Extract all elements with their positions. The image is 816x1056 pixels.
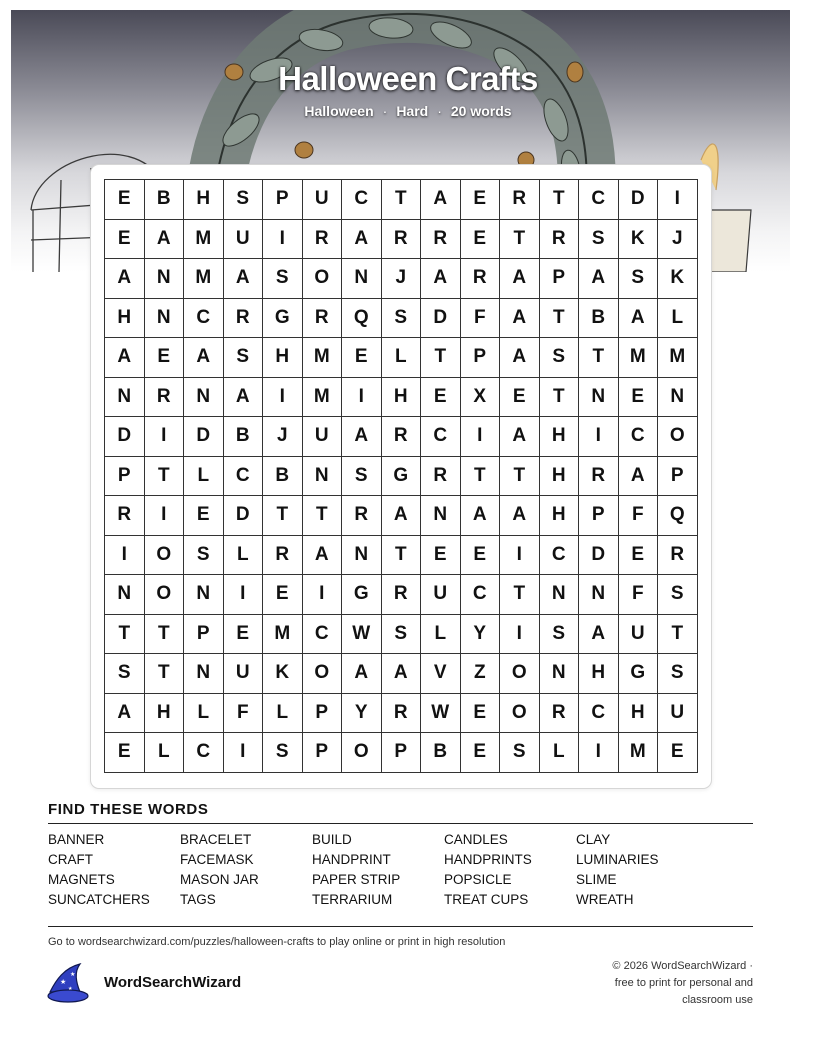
svg-text:★: ★ (60, 978, 67, 986)
grid-cell: X (461, 378, 501, 418)
grid-cell: L (658, 299, 698, 339)
grid-cell: A (105, 694, 145, 734)
word-list-item: FACEMASK (180, 852, 254, 867)
grid-cell: A (461, 496, 501, 536)
grid-cell: N (303, 457, 343, 497)
word-list-item: SUNCATCHERS (48, 892, 150, 907)
grid-cell: Y (461, 615, 501, 655)
play-online-note: Go to wordsearchwizard.com/puzzles/halloween-crafts to play online or print in high resolution (48, 936, 506, 948)
grid-cell: C (619, 417, 659, 457)
grid-cell: E (342, 338, 382, 378)
grid-cell: P (263, 180, 303, 220)
grid-cell: F (224, 694, 264, 734)
grid-cell: A (224, 378, 264, 418)
grid-cell: R (303, 299, 343, 339)
grid-cell: F (619, 496, 659, 536)
grid-cell: W (342, 615, 382, 655)
grid-cell: A (500, 299, 540, 339)
grid-cell: N (421, 496, 461, 536)
grid-cell: A (619, 457, 659, 497)
grid-cell: P (382, 733, 422, 773)
grid-cell: S (382, 615, 422, 655)
grid-cell: S (224, 180, 264, 220)
grid-cell: I (500, 536, 540, 576)
word-list-item: CANDLES (444, 832, 508, 847)
grid-cell: H (184, 180, 224, 220)
grid-cell: P (184, 615, 224, 655)
grid-cell: D (579, 536, 619, 576)
grid-cell: E (421, 536, 461, 576)
grid-cell: D (224, 496, 264, 536)
grid-cell: L (421, 615, 461, 655)
divider (48, 926, 753, 927)
grid-cell: L (382, 338, 422, 378)
grid-cell: K (263, 654, 303, 694)
grid-cell: H (540, 417, 580, 457)
grid-cell: O (500, 654, 540, 694)
grid-cell: E (145, 338, 185, 378)
grid-cell: Z (461, 654, 501, 694)
grid-cell: B (421, 733, 461, 773)
word-list-item: PAPER STRIP (312, 872, 401, 887)
theme-label: Halloween (304, 103, 374, 119)
grid-cell: Q (658, 496, 698, 536)
grid-cell: M (184, 220, 224, 260)
grid-cell: A (579, 615, 619, 655)
grid-cell: U (658, 694, 698, 734)
grid-cell: I (303, 575, 343, 615)
grid-cell: R (382, 575, 422, 615)
grid-cell: N (579, 378, 619, 418)
grid-cell: S (658, 575, 698, 615)
grid-cell: E (461, 536, 501, 576)
grid-cell: O (303, 259, 343, 299)
grid-cell: A (500, 496, 540, 536)
grid-cell: A (105, 259, 145, 299)
meta-separator: · (382, 103, 388, 119)
grid-cell: N (540, 575, 580, 615)
grid-cell: D (105, 417, 145, 457)
grid-cell: N (105, 378, 145, 418)
grid-cell: H (263, 338, 303, 378)
divider (48, 823, 753, 824)
grid-cell: I (145, 496, 185, 536)
grid-cell: P (303, 733, 343, 773)
grid-cell: C (224, 457, 264, 497)
grid-cell: T (500, 457, 540, 497)
grid-cell: T (500, 575, 540, 615)
grid-cell: O (145, 536, 185, 576)
grid-cell: E (263, 575, 303, 615)
grid-cell: B (263, 457, 303, 497)
word-list-title: FIND THESE WORDS (48, 801, 209, 818)
grid-cell: Q (342, 299, 382, 339)
grid-cell: J (382, 259, 422, 299)
brand-name: WordSearchWizard (104, 974, 242, 991)
word-list-item: HANDPRINTS (444, 852, 532, 867)
copyright-line: classroom use (682, 994, 753, 1006)
grid-cell: B (224, 417, 264, 457)
grid-cell: D (619, 180, 659, 220)
word-list-item: TREAT CUPS (444, 892, 529, 907)
grid-cell: U (619, 615, 659, 655)
grid-cell: W (421, 694, 461, 734)
grid-cell: P (579, 496, 619, 536)
word-list-item: CLAY (576, 832, 611, 847)
grid-cell: S (342, 457, 382, 497)
difficulty-label: Hard (396, 103, 429, 119)
grid-cell: U (303, 180, 343, 220)
grid-cell: I (658, 180, 698, 220)
grid-cell: A (184, 338, 224, 378)
grid-cell: M (184, 259, 224, 299)
grid-cell: N (105, 575, 145, 615)
grid-cell: P (540, 259, 580, 299)
grid-cell: H (382, 378, 422, 418)
grid-cell: T (303, 496, 343, 536)
grid-cell: I (579, 733, 619, 773)
grid-cell: L (263, 694, 303, 734)
grid-cell: O (303, 654, 343, 694)
grid-cell: I (224, 733, 264, 773)
word-list (48, 832, 753, 912)
svg-text:★: ★ (70, 971, 76, 978)
grid-cell: T (579, 338, 619, 378)
grid-cell: D (184, 417, 224, 457)
grid-cell: N (342, 259, 382, 299)
grid-cell: F (619, 575, 659, 615)
grid-cell: O (145, 575, 185, 615)
grid-cell: A (500, 259, 540, 299)
grid-cell: E (105, 220, 145, 260)
grid-cell: P (461, 338, 501, 378)
grid-cell: A (579, 259, 619, 299)
grid-cell: T (382, 180, 422, 220)
word-count-label: 20 words (450, 103, 512, 119)
grid-cell: R (461, 259, 501, 299)
grid-cell: F (461, 299, 501, 339)
grid-cell: C (184, 299, 224, 339)
grid-cell: H (540, 457, 580, 497)
grid-cell: E (658, 733, 698, 773)
grid-cell: G (382, 457, 422, 497)
grid-cell: C (579, 180, 619, 220)
grid-cell: R (303, 220, 343, 260)
grid-cell: H (619, 694, 659, 734)
grid-cell: C (421, 417, 461, 457)
grid-cell: E (224, 615, 264, 655)
grid-cell: C (342, 180, 382, 220)
grid-cell: B (145, 180, 185, 220)
grid-cell: E (461, 220, 501, 260)
grid-cell: E (619, 378, 659, 418)
word-list-item: MAGNETS (48, 872, 115, 887)
grid-cell: S (184, 536, 224, 576)
grid-cell: R (105, 496, 145, 536)
word-list-item: BANNER (48, 832, 105, 847)
grid-cell: I (145, 417, 185, 457)
grid-cell: O (342, 733, 382, 773)
grid-cell: A (500, 338, 540, 378)
word-list-item: TERRARIUM (312, 892, 393, 907)
grid-cell: U (224, 654, 264, 694)
grid-cell: H (579, 654, 619, 694)
grid-cell: I (500, 615, 540, 655)
grid-cell: S (500, 733, 540, 773)
grid-cell: A (105, 338, 145, 378)
grid-cell: I (224, 575, 264, 615)
grid-cell: C (303, 615, 343, 655)
word-list-item: CRAFT (48, 852, 93, 867)
grid-cell: R (224, 299, 264, 339)
grid-cell: S (105, 654, 145, 694)
grid-cell: I (263, 378, 303, 418)
grid-cell: N (184, 378, 224, 418)
letter-grid (104, 179, 698, 773)
grid-cell: S (263, 259, 303, 299)
grid-cell: S (540, 615, 580, 655)
grid-cell: E (461, 180, 501, 220)
grid-cell: O (658, 417, 698, 457)
word-list-item: BUILD (312, 832, 352, 847)
grid-cell: R (382, 417, 422, 457)
grid-cell: I (105, 536, 145, 576)
grid-cell: R (382, 220, 422, 260)
word-list-item: POPSICLE (444, 872, 512, 887)
grid-cell: H (145, 694, 185, 734)
grid-cell: T (540, 180, 580, 220)
grid-cell: S (382, 299, 422, 339)
grid-cell: M (303, 378, 343, 418)
grid-cell: A (342, 220, 382, 260)
grid-cell: B (579, 299, 619, 339)
grid-cell: R (145, 378, 185, 418)
grid-cell: A (421, 180, 461, 220)
grid-cell: M (658, 338, 698, 378)
grid-cell: T (263, 496, 303, 536)
grid-cell: T (658, 615, 698, 655)
word-list-item: SLIME (576, 872, 617, 887)
grid-cell: E (105, 180, 145, 220)
grid-cell: I (263, 220, 303, 260)
grid-cell: U (303, 417, 343, 457)
grid-cell: E (105, 733, 145, 773)
copyright-line: © 2026 WordSearchWizard · (612, 960, 753, 972)
grid-cell: T (145, 654, 185, 694)
grid-cell: P (303, 694, 343, 734)
grid-cell: J (263, 417, 303, 457)
grid-cell: I (579, 417, 619, 457)
grid-cell: R (579, 457, 619, 497)
grid-cell: M (619, 733, 659, 773)
grid-cell: A (224, 259, 264, 299)
grid-cell: I (461, 417, 501, 457)
grid-cell: E (461, 694, 501, 734)
grid-cell: A (382, 496, 422, 536)
grid-cell: A (145, 220, 185, 260)
grid-cell: J (658, 220, 698, 260)
grid-cell: L (145, 733, 185, 773)
grid-cell: S (263, 733, 303, 773)
grid-cell: U (224, 220, 264, 260)
grid-cell: N (184, 575, 224, 615)
grid-cell: R (540, 694, 580, 734)
grid-cell: A (342, 417, 382, 457)
grid-cell: K (619, 220, 659, 260)
grid-cell: N (184, 654, 224, 694)
grid-cell: R (540, 220, 580, 260)
grid-cell: A (303, 536, 343, 576)
grid-cell: K (658, 259, 698, 299)
grid-cell: M (263, 615, 303, 655)
grid-cell: N (579, 575, 619, 615)
grid-cell: M (303, 338, 343, 378)
grid-cell: P (658, 457, 698, 497)
word-list-item: TAGS (180, 892, 216, 907)
wizard-hat-icon (46, 962, 94, 1006)
grid-cell: E (184, 496, 224, 536)
word-list-item: LUMINARIES (576, 852, 659, 867)
grid-cell: C (579, 694, 619, 734)
grid-cell: T (382, 536, 422, 576)
grid-cell: A (421, 259, 461, 299)
grid-cell: P (105, 457, 145, 497)
grid-cell: Y (342, 694, 382, 734)
grid-cell: G (263, 299, 303, 339)
grid-cell: A (619, 299, 659, 339)
grid-cell: C (461, 575, 501, 615)
grid-cell: S (619, 259, 659, 299)
grid-cell: G (342, 575, 382, 615)
grid-cell: U (421, 575, 461, 615)
grid-cell: T (145, 457, 185, 497)
grid-cell: A (342, 654, 382, 694)
word-list-item: WREATH (576, 892, 634, 907)
meta-separator: · (437, 103, 442, 119)
grid-cell: O (500, 694, 540, 734)
grid-cell: T (540, 299, 580, 339)
word-list-item: BRACELET (180, 832, 252, 847)
grid-cell: D (421, 299, 461, 339)
grid-cell: L (184, 457, 224, 497)
puzzle-meta (0, 103, 816, 119)
grid-cell: V (421, 654, 461, 694)
grid-cell: S (540, 338, 580, 378)
grid-cell: H (540, 496, 580, 536)
grid-cell: R (658, 536, 698, 576)
grid-cell: R (500, 180, 540, 220)
grid-cell: C (540, 536, 580, 576)
grid-cell: G (619, 654, 659, 694)
grid-cell: E (461, 733, 501, 773)
grid-cell: S (579, 220, 619, 260)
grid-cell: E (619, 536, 659, 576)
grid-cell: N (342, 536, 382, 576)
grid-cell: R (421, 220, 461, 260)
grid-cell: S (224, 338, 264, 378)
grid-cell: C (184, 733, 224, 773)
grid-cell: N (145, 259, 185, 299)
grid-cell: L (540, 733, 580, 773)
grid-cell: H (105, 299, 145, 339)
grid-cell: R (342, 496, 382, 536)
grid-cell: T (421, 338, 461, 378)
word-list-item: HANDPRINT (312, 852, 391, 867)
grid-cell: N (145, 299, 185, 339)
grid-cell: L (224, 536, 264, 576)
svg-text:★: ★ (68, 986, 73, 992)
grid-cell: A (382, 654, 422, 694)
grid-cell: I (342, 378, 382, 418)
grid-cell: A (500, 417, 540, 457)
grid-cell: E (500, 378, 540, 418)
copyright-line: free to print for personal and (614, 977, 753, 989)
grid-cell: M (619, 338, 659, 378)
grid-cell: N (658, 378, 698, 418)
grid-cell: R (382, 694, 422, 734)
grid-cell: T (540, 378, 580, 418)
grid-cell: S (658, 654, 698, 694)
grid-cell: R (263, 536, 303, 576)
grid-cell: T (145, 615, 185, 655)
grid-cell: R (421, 457, 461, 497)
grid-cell: T (105, 615, 145, 655)
word-list-item: MASON JAR (180, 872, 259, 887)
copyright-text (563, 958, 753, 1009)
grid-cell: E (421, 378, 461, 418)
grid-cell: T (500, 220, 540, 260)
page-title: Halloween Crafts (278, 60, 538, 97)
grid-cell: L (184, 694, 224, 734)
grid-cell: T (461, 457, 501, 497)
grid-cell: N (540, 654, 580, 694)
